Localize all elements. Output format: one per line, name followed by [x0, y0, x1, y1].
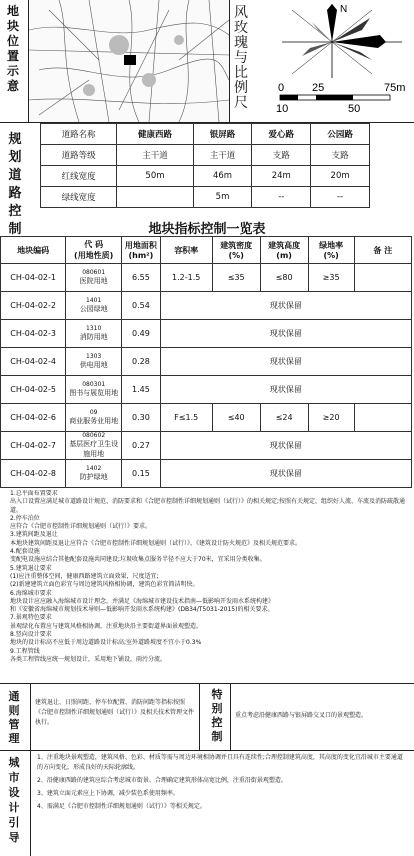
road-cell: 道路等级: [41, 145, 117, 166]
land-use-name: 基层医疗卫生设施用地: [69, 440, 119, 458]
land-use: [66, 404, 122, 432]
notes-text: 1.总平面布置要求 出入口设置应满足城市道路设计规范、消防要求和《合肥市控制性详细规划通则（试行）》的相关规定;按照有关规定，组织好人流、车流及消防疏散通道。 2.停车泊位 应符合《合肥市控制性详细规划通则（试行）》要求。 3.建筑间距及退让 本地块建筑间距及退让应符合《合肥市控制性详细规划通则（试行）》、《建筑设计防火规范》及相关规范要求。 4.配套设施 变配电设施应结合其他配套设施共同建设;垃圾收集点服务半径不应大于70米，宜采用分类收集。 5.建筑退让要求 (1)应注重整体空间，健康西路建筑立面效果，尺度适宜; (2)新建建筑立面色彩宜与周边建筑风格相协调，建筑色彩宜简洁明快。 6.海绵城市要求 地块设计应应融入海绵城市设计理念，并满足《海绵城市建设技术指南—低影响开发雨水系统构建》 和《安徽省海绵城市规划技术导则—低影响开发雨水系统构建》(DB34/T5031-2015)的相关要求。 7.景观特色要求 景观绿化布置应与建筑风格相协调，注重地块沿主要街道界面景观塑造。 8.竖向设计要求 地块的设计标高不应低于周边道路设计标高;室外道路坡度不宜小于0.3% 9.工程管线 各类工程管线应统一规划设计，采用地下铺设，雨污分流。: [10, 490, 406, 663]
road-label-char: 制: [8, 222, 22, 237]
design-guide-label-char: 城: [8, 756, 20, 769]
block-code: CH-04-02-2: [1, 292, 66, 320]
height: ≤24: [260, 404, 308, 432]
location-label-char: 示: [6, 64, 19, 78]
general-mgmt-panel: [0, 683, 414, 751]
road-cell: 红线宽度: [41, 166, 117, 187]
road-cell: 支路: [311, 145, 370, 166]
indicator-row: [1, 292, 412, 320]
land-use: [66, 376, 122, 404]
land-use-code: 1401: [86, 297, 102, 304]
design-guide-label-char: 引: [8, 816, 20, 829]
land-use: [66, 348, 122, 376]
indicator-header: 备 注: [354, 237, 411, 264]
remark: [354, 264, 411, 292]
special-control-text: 重点考虑沿健康西路与银屏路交叉口的景观塑造。: [230, 684, 414, 750]
indicator-header: 建筑高度 (m): [260, 237, 308, 264]
land-use: [66, 292, 122, 320]
far: 1.2-1.5: [160, 264, 212, 292]
height: ≤80: [260, 264, 308, 292]
general-mgmt-text: 建筑退让、日照间距、停车位配置、消防间距等指标按照《合肥市控制性详细规划通则（试行）》及相关技术管理文件执行。: [30, 684, 200, 750]
land-use-name: 防护绿地: [79, 473, 108, 481]
design-guide-label: [2, 755, 26, 845]
indicator-table: [0, 236, 412, 488]
map-image: [29, 0, 229, 122]
far: F≤1.5: [160, 404, 212, 432]
area: 0.28: [122, 348, 161, 376]
land-use-code: 080601: [82, 269, 106, 276]
road-cell: --: [311, 187, 370, 208]
indicator-row: [1, 460, 412, 488]
land-use-code: 080301: [82, 381, 106, 388]
wind-label-char: 玫: [234, 20, 248, 36]
road-cell: --: [252, 187, 311, 208]
general-label-char: 管: [8, 718, 20, 731]
block-code: CH-04-02-4: [1, 348, 66, 376]
road-row: [41, 166, 370, 187]
location-label-char: 位: [6, 34, 19, 48]
wind-label: [232, 6, 250, 111]
design-guide-item: 2、沿健康西路的建筑应综合考虑城市街景、合理确定建筑形体高宽比例，注重沿街景观塑造。: [37, 777, 287, 784]
indicator-header: 容积率: [160, 237, 212, 264]
svg-text:25: 25: [312, 82, 325, 94]
indicator-row: [1, 404, 412, 432]
area: 1.45: [122, 376, 161, 404]
road-row: [41, 187, 370, 208]
location-label-char: 置: [6, 49, 19, 63]
site-marker: [124, 55, 136, 65]
road-cell: 5m: [193, 187, 252, 208]
area: 0.54: [122, 292, 161, 320]
indicator-header-row: [1, 237, 412, 264]
road-label-char: 规: [8, 132, 22, 147]
wind-label-char: 风: [234, 5, 248, 21]
land-use: [66, 264, 122, 292]
wind-label-char: 尺: [234, 95, 248, 111]
indicator-row: [1, 320, 412, 348]
road-label-char: 道: [8, 168, 22, 183]
location-label-char: 地: [6, 4, 19, 18]
svg-text:10: 10: [276, 103, 289, 115]
status: 现状保留: [160, 460, 411, 488]
location-label-char: 意: [6, 79, 19, 93]
design-guide-items: [30, 749, 414, 856]
indicator-row: [1, 348, 412, 376]
status: 现状保留: [160, 348, 411, 376]
road-cell: 公园路: [311, 124, 370, 145]
wind-rose: [262, 0, 414, 82]
land-use-code: 1310: [86, 325, 102, 332]
status: 现状保留: [160, 432, 411, 460]
land-use-name: 商业服务业用地: [69, 417, 119, 425]
general-label-char: 通: [8, 690, 20, 703]
road-cell: 健康西路: [117, 124, 193, 145]
road-cell: 46m: [193, 166, 252, 187]
land-use-code: 1402: [86, 465, 102, 472]
north-label: N: [340, 4, 348, 15]
design-guide-item: 4、需满足《合肥市控制性详细规划通则（试行）》等相关规定。: [37, 803, 206, 810]
road-cell: 绿线宽度: [41, 187, 117, 208]
special-label-char: 别: [211, 702, 223, 715]
wind-label-char: 与: [234, 50, 248, 66]
location-label-char: 块: [6, 19, 19, 33]
land-use-code: 09: [89, 409, 98, 416]
location-panel: [0, 0, 414, 122]
design-guide-label-char: 设: [8, 786, 20, 799]
road-cell: 支路: [252, 145, 311, 166]
block-code: CH-04-02-7: [1, 432, 66, 460]
wind-label-char: 例: [234, 80, 248, 96]
design-guide-item: 1、注重地块景观塑造，建筑风格、色彩、材质等需与周边环境相协调并且具有连续性;合理控制建筑高度，其高度的变化宜沿城市主要通道的方向变化，形成良好的天际轮廓线。: [37, 754, 403, 771]
land-use-name: 图书与展览用地: [69, 389, 119, 397]
green-ratio: ≥35: [308, 264, 354, 292]
road-cell: 主干道: [193, 145, 252, 166]
design-guide-panel: [0, 749, 414, 856]
svg-text:75m: 75m: [384, 82, 406, 94]
land-use-code: 080602: [82, 432, 106, 439]
block-code: CH-04-02-1: [1, 264, 66, 292]
block-code: CH-04-02-3: [1, 320, 66, 348]
land-use-name: 公园绿地: [79, 305, 108, 313]
area: 0.30: [122, 404, 161, 432]
design-guide-label-char: 市: [8, 771, 20, 784]
land-use: [66, 320, 122, 348]
wind-label-char: 比: [234, 65, 248, 81]
svg-text:50: 50: [348, 103, 361, 115]
land-use: [66, 460, 122, 488]
svg-text:0: 0: [278, 82, 285, 94]
land-use-name: 消防用地: [79, 333, 108, 341]
location-label: [4, 4, 22, 94]
road-cell: 50m: [117, 166, 193, 187]
area: 0.15: [122, 460, 161, 488]
indicator-header: 地块编码: [1, 237, 66, 264]
special-label-char: 制: [211, 730, 223, 743]
land-use-name: 医院用地: [79, 277, 108, 285]
status: 现状保留: [160, 376, 411, 404]
indicator-header: 用地面积 (hm²): [122, 237, 161, 264]
density: ≤35: [212, 264, 260, 292]
location-map: [28, 0, 230, 122]
scale-bar: [262, 80, 414, 120]
road-row: [41, 145, 370, 166]
road-cell: [117, 187, 193, 208]
road-cell: 银屏路: [193, 124, 252, 145]
area: 0.49: [122, 320, 161, 348]
special-control-label: [206, 688, 228, 744]
area: 0.27: [122, 432, 161, 460]
design-guide-label-char: 导: [8, 831, 20, 844]
design-guide-item: 3、建筑立面元素应上下协调，减少装色系使用频率。: [37, 790, 179, 797]
land-use-name: 供电用地: [79, 361, 108, 369]
indicator-row: [1, 376, 412, 404]
indicator-header: 建筑密度 (%): [212, 237, 260, 264]
area: 6.55: [122, 264, 161, 292]
road-cell: 20m: [311, 166, 370, 187]
road-table: [40, 123, 370, 208]
status: 现状保留: [160, 320, 411, 348]
design-guide-label-char: 计: [8, 801, 20, 814]
density: ≤40: [212, 404, 260, 432]
indicator-header: 绿地率 (%): [308, 237, 354, 264]
status: 现状保留: [160, 292, 411, 320]
indicator-title: 地块指标控制一览表: [148, 222, 266, 237]
special-label-char: 特: [211, 688, 223, 701]
road-cell: 24m: [252, 166, 311, 187]
indicator-row: [1, 432, 412, 460]
special-label-char: 控: [211, 716, 223, 729]
general-mgmt-label: [2, 690, 26, 746]
block-code: CH-04-02-6: [1, 404, 66, 432]
block-code: CH-04-02-8: [1, 460, 66, 488]
road-label-char: 控: [8, 204, 22, 219]
general-label-char: 则: [8, 704, 20, 717]
road-cell: 主干道: [117, 145, 193, 166]
road-label-char: 路: [8, 186, 22, 201]
road-cell: 爱心路: [252, 124, 311, 145]
remark: [354, 404, 411, 432]
general-label-char: 理: [8, 732, 20, 745]
green-ratio: ≥20: [308, 404, 354, 432]
road-row: [41, 124, 370, 145]
wind-label-char: 瑰: [234, 35, 248, 51]
land-use: [66, 432, 122, 460]
road-cell: 道路名称: [41, 124, 117, 145]
land-use-code: 1303: [86, 353, 102, 360]
road-label-char: 划: [8, 150, 22, 165]
block-code: CH-04-02-5: [1, 376, 66, 404]
indicator-row: [1, 264, 412, 292]
indicator-header: 代 码 (用地性质): [66, 237, 122, 264]
